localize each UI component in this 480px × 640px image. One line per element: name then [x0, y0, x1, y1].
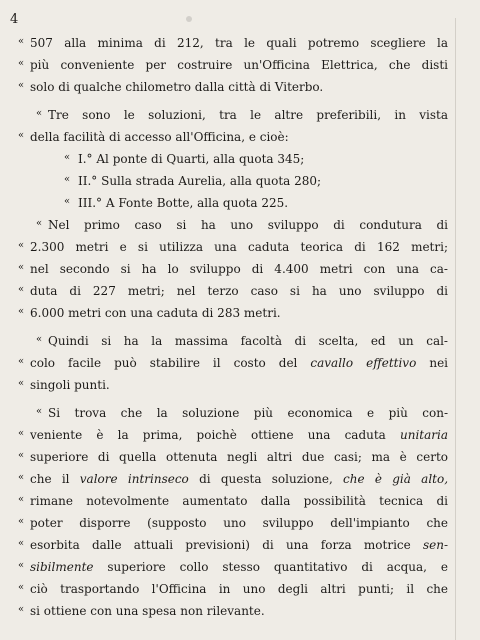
quote-mark: «: [18, 356, 25, 367]
line-text: Quindi si ha la massima facoltà di scelta, ed un cal-: [48, 334, 448, 348]
quote-mark: «: [18, 516, 25, 527]
text-line: [18, 80, 448, 102]
list-item: [30, 152, 448, 174]
text-line: [18, 428, 448, 450]
line-text: più conveniente per costruire un'Officina Elettrica, che disti: [30, 58, 448, 72]
line-text: nel secondo si ha lo sviluppo di 4.400 metri con una ca-: [30, 262, 448, 276]
line-text: rimane notevolmente aumentato dalla possibilità tecnica di: [30, 494, 448, 508]
text-line: [18, 560, 448, 582]
quote-mark: «: [18, 604, 25, 615]
quote-mark: «: [18, 58, 25, 69]
text-line: [18, 516, 448, 538]
line-text: ciò trasportando l'Officina in uno degli altri punti; il che: [30, 582, 448, 596]
line-text: 2.300 metri e si utilizza una caduta teorica di 162 metri;: [30, 240, 448, 254]
quote-mark: «: [18, 428, 25, 439]
list-item: [30, 174, 448, 196]
line-text: II.° Sulla strada Aurelia, alla quota 280;: [78, 174, 322, 188]
text-line: [18, 472, 449, 494]
quote-mark: «: [64, 196, 71, 207]
quote-mark: «: [18, 560, 25, 571]
line-text: colo facile può stabilire il costo del cavallo effettivo nei: [30, 356, 449, 370]
quote-mark: «: [18, 284, 25, 295]
quote-mark: «: [18, 472, 25, 483]
text-line: [18, 130, 448, 152]
line-text: poter disporre (supposto uno sviluppo dell'impianto che: [30, 516, 448, 530]
line-text: che il valore intrinseco di questa soluzione, che è già alto,: [30, 472, 449, 486]
line-text: I.° Al ponte di Quarti, alla quota 345;: [78, 152, 305, 166]
quote-mark: «: [18, 240, 25, 251]
quote-mark: «: [18, 262, 25, 273]
line-text: esorbita dalle attuali previsioni) di una forza motrice sen-: [30, 538, 448, 552]
text-line: [18, 284, 448, 306]
quote-mark: «: [18, 378, 25, 389]
quote-mark: «: [36, 334, 43, 345]
line-text: Si trova che la soluzione più economica e più con-: [48, 406, 448, 420]
line-text: Nel primo caso si ha uno sviluppo di condutura di: [48, 218, 448, 232]
text-line: [30, 334, 448, 356]
quote-mark: «: [36, 218, 43, 229]
line-text: sibilmente superiore collo stesso quantitativo di acqua, e: [30, 560, 448, 574]
text-line: [18, 494, 448, 516]
text-line: [30, 108, 448, 130]
page-number: 4: [10, 12, 19, 27]
quote-mark: «: [18, 494, 25, 505]
quote-mark: «: [18, 306, 25, 317]
line-text: 507 alla minima di 212, tra le quali potremo scegliere la: [30, 36, 448, 50]
line-text: superiore di quella ottenuta negli altri due casi; ma è certo: [30, 450, 448, 464]
quote-mark: «: [64, 152, 71, 163]
quote-mark: «: [64, 174, 71, 185]
quote-mark: «: [18, 538, 25, 549]
quote-mark: «: [18, 80, 25, 91]
line-text: veniente è la prima, poichè ottiene una caduta unitaria: [30, 428, 448, 442]
text-line: [18, 36, 448, 58]
scan-shadow: [455, 18, 456, 640]
quote-mark: «: [18, 582, 25, 593]
text-line: [18, 604, 448, 626]
text-line: [18, 306, 448, 328]
text-line: [30, 406, 448, 428]
line-text: solo di qualche chilometro dalla città di Viterbo.: [30, 80, 324, 94]
quote-mark: «: [36, 108, 43, 119]
text-line: [18, 58, 448, 80]
list-item: [30, 196, 448, 218]
quote-mark: «: [18, 450, 25, 461]
text-line: [18, 378, 448, 400]
line-text: della facilità di accesso all'Officina, e cioè:: [30, 130, 289, 144]
line-text: Tre sono le soluzioni, tra le altre preferibili, in vista: [48, 108, 448, 122]
quote-mark: «: [18, 36, 25, 47]
quote-mark: «: [36, 406, 43, 417]
text-line: [18, 582, 448, 604]
quote-mark: «: [18, 130, 25, 141]
line-text: duta di 227 metri; nel terzo caso si ha uno sviluppo di: [30, 284, 448, 298]
scan-smudge: [186, 16, 192, 22]
text-line: [18, 450, 448, 472]
line-text: si ottiene con una spesa non rilevante.: [30, 604, 265, 618]
line-text: III.° A Fonte Botte, alla quota 225.: [78, 196, 289, 210]
text-line: [18, 356, 449, 378]
text-line: [30, 218, 448, 240]
line-text: singoli punti.: [30, 378, 110, 392]
text-line: [18, 538, 448, 560]
line-text: 6.000 metri con una caduta di 283 metri.: [30, 306, 281, 320]
text-line: [18, 262, 448, 284]
text-line: [18, 240, 448, 262]
